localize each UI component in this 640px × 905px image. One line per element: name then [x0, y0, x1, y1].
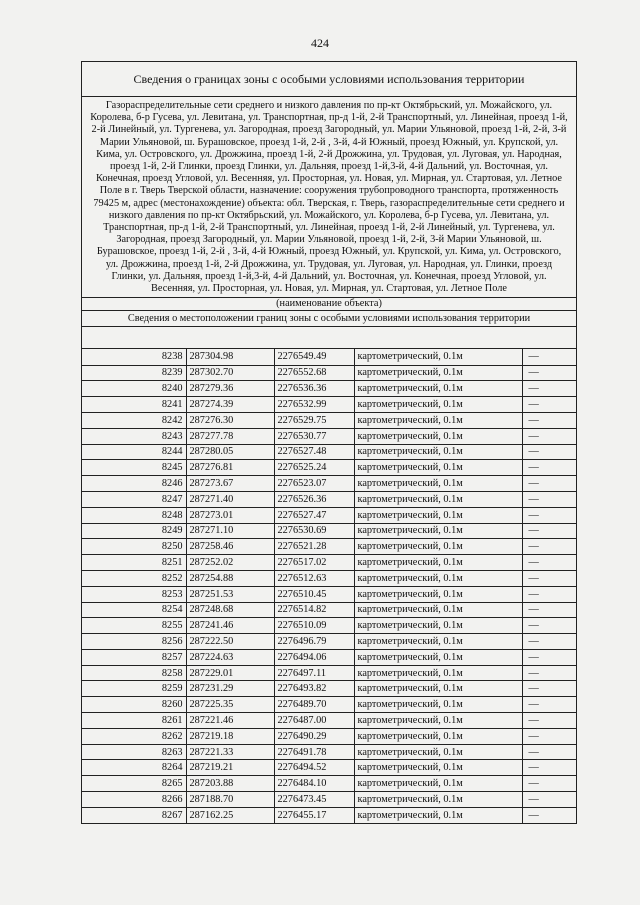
table-row: [82, 665, 576, 681]
y-coordinate-cell: 2276530.69: [274, 523, 354, 539]
x-coordinate-cell: 287276.81: [186, 460, 274, 476]
method-cell: картометрический, 0.1м: [354, 570, 522, 586]
description-cell: —: [522, 381, 576, 397]
description-cell: —: [522, 681, 576, 697]
description-cell: —: [522, 634, 576, 650]
y-coordinate-cell: 2276512.63: [274, 570, 354, 586]
x-coordinate-cell: 287231.29: [186, 681, 274, 697]
x-coordinate-cell: 287280.05: [186, 444, 274, 460]
method-cell: картометрический, 0.1м: [354, 649, 522, 665]
description-cell: —: [522, 713, 576, 729]
description-cell: —: [522, 665, 576, 681]
point-number-cell: 8260: [82, 697, 186, 713]
table-row: [82, 428, 576, 444]
point-number-cell: 8262: [82, 728, 186, 744]
object-description: Газораспределительные сети среднего и низкого давления по пр-кт Октябрьский, ул. Можайского, ул. Королева, б-р Гусева, ул. Левитана, ул. Транспортная, пр-д 1-й, 2-й Транспортный, ул. Линейная, проезд 1-й, 2-й Линейный, ул. Тургенева, ул. Загородная, проезд Загородный, ул. Марии Ульяновой, проезд 1-й, 2-й, 3-й Марии Ульяновой, ш. Бурашовское, проезд 1-й, 2-й , 3-й, 4-й Южный, проезд Южный, ул. Крупской, ул. Кима, ул. Островского, ул. Дрожжина, проезд 1-й, 2-й Дрожжина, ул. Трудовая, ул. Луговая, ул. Народная, проезд 1-й, 2-й Глинки, проезд Глинки, ул. Дальняя, проезд 1-й,3-й, 4-й Дальний, ул. Восточная, ул. Конечная, проезд Угловой, ул. Весенняя, ул. Просторная, ул. Новая, ул. Мирная, ул. Стартовая, ул. Летное Поле в г. Тверь Тверской области, назначение: сооружения трубопроводного транспорта, протяженность 79425 м, адрес (местонахождение) объекта: обл. Тверская, г. Тверь, газораспределительные сети среднего и низкого давления по пр-кт Октябрьский, ул. Можайского, ул. Королева, б-р Гусева, ул. Левитана, ул. Транспортная, пр-д 1-й, 2-й Транспортный, ул. Линейная, проезд 1-й, 2-й Линейный, ул. Тургенева, ул. Загородная, проезд Загородный, ул. Марии Ульяновой, проезд 1-й, 2-й, 3-й Марии Ульяновой, ш. Бурашовское, проезд 1-й, 2-й , 3-й, 4-й Южный, проезд Южный, ул. Крупской, ул. Кима, ул. Островского, ул. Дрожжина, проезд 1-й, 2-й Дрожжина, ул. Трудовая, ул. Луговая, ул. Народная, ул. Глинки, проезд Глинки, ул. Дальняя, проезд 1-й,3-й, 4-й Дальний, ул. Восточная, ул. Конечная, проезд Угловой, ул. Весенняя, ул. Просторная, ул. Новая, ул. Мирная, ул. Стартовая, ул. Летное Поле: [90, 100, 568, 295]
x-coordinate-cell: 287302.70: [186, 365, 274, 381]
y-coordinate-cell: 2276549.49: [274, 349, 354, 365]
x-coordinate-cell: 287221.33: [186, 744, 274, 760]
method-cell: картометрический, 0.1м: [354, 792, 522, 808]
y-coordinate-cell: 2276489.70: [274, 697, 354, 713]
method-cell: картометрический, 0.1м: [354, 365, 522, 381]
description-cell: —: [522, 491, 576, 507]
description-cell: —: [522, 412, 576, 428]
y-coordinate-cell: 2276517.02: [274, 555, 354, 571]
method-cell: картометрический, 0.1м: [354, 744, 522, 760]
y-coordinate-cell: 2276473.45: [274, 792, 354, 808]
x-coordinate-cell: 287219.21: [186, 760, 274, 776]
x-coordinate-cell: 287225.35: [186, 697, 274, 713]
point-number-cell: 8249: [82, 523, 186, 539]
method-cell: картометрический, 0.1м: [354, 697, 522, 713]
y-coordinate-cell: 2276552.68: [274, 365, 354, 381]
method-cell: картометрический, 0.1м: [354, 618, 522, 634]
table-row: [82, 618, 576, 634]
table-row: [82, 649, 576, 665]
table-row: [82, 523, 576, 539]
table-row: [82, 713, 576, 729]
description-cell: —: [522, 397, 576, 413]
point-number-cell: 8258: [82, 665, 186, 681]
x-coordinate-cell: 287229.01: [186, 665, 274, 681]
x-coordinate-cell: 287277.78: [186, 428, 274, 444]
point-number-cell: 8256: [82, 634, 186, 650]
y-coordinate-cell: 2276494.06: [274, 649, 354, 665]
point-number-cell: 8246: [82, 476, 186, 492]
description-cell: —: [522, 807, 576, 823]
x-coordinate-cell: 287222.50: [186, 634, 274, 650]
method-cell: картометрический, 0.1м: [354, 728, 522, 744]
description-cell: —: [522, 728, 576, 744]
y-coordinate-cell: 2276496.79: [274, 634, 354, 650]
x-coordinate-cell: 287188.70: [186, 792, 274, 808]
method-cell: картометрический, 0.1м: [354, 476, 522, 492]
point-number-cell: 8253: [82, 586, 186, 602]
method-cell: картометрический, 0.1м: [354, 381, 522, 397]
table-row: [82, 586, 576, 602]
x-coordinate-cell: 287252.02: [186, 555, 274, 571]
x-coordinate-cell: 287203.88: [186, 776, 274, 792]
point-number-cell: 8254: [82, 602, 186, 618]
page-number: 424: [311, 36, 329, 50]
x-coordinate-cell: 287304.98: [186, 349, 274, 365]
method-cell: картометрический, 0.1м: [354, 460, 522, 476]
x-coordinate-cell: 287221.46: [186, 713, 274, 729]
table-row: [82, 792, 576, 808]
point-number-cell: 8247: [82, 491, 186, 507]
x-coordinate-cell: 287276.30: [186, 412, 274, 428]
x-coordinate-cell: 287251.53: [186, 586, 274, 602]
description-cell: —: [522, 460, 576, 476]
x-coordinate-cell: 287224.63: [186, 649, 274, 665]
method-cell: картометрический, 0.1м: [354, 713, 522, 729]
method-cell: картометрический, 0.1м: [354, 491, 522, 507]
method-cell: картометрический, 0.1м: [354, 428, 522, 444]
description-cell: —: [522, 792, 576, 808]
point-number-cell: 8248: [82, 507, 186, 523]
x-coordinate-cell: 287273.01: [186, 507, 274, 523]
table-row: [82, 460, 576, 476]
table-row: [82, 634, 576, 650]
y-coordinate-cell: 2276493.82: [274, 681, 354, 697]
object-name-caption: (наименование объекта): [82, 297, 576, 311]
table-row: [82, 760, 576, 776]
table-row: [82, 697, 576, 713]
x-coordinate-cell: 287274.39: [186, 397, 274, 413]
point-number-cell: 8250: [82, 539, 186, 555]
y-coordinate-cell: 2276514.82: [274, 602, 354, 618]
description-cell: —: [522, 428, 576, 444]
point-number-cell: 8263: [82, 744, 186, 760]
table-row: [82, 807, 576, 823]
x-coordinate-cell: 287271.10: [186, 523, 274, 539]
description-cell: —: [522, 444, 576, 460]
description-cell: —: [522, 776, 576, 792]
table-row: [82, 744, 576, 760]
method-cell: картометрический, 0.1м: [354, 681, 522, 697]
method-cell: картометрический, 0.1м: [354, 555, 522, 571]
description-cell: —: [522, 523, 576, 539]
y-coordinate-cell: 2276525.24: [274, 460, 354, 476]
x-coordinate-cell: 287162.25: [186, 807, 274, 823]
y-coordinate-cell: 2276490.29: [274, 728, 354, 744]
coordinates-table: [82, 349, 576, 823]
method-cell: картометрический, 0.1м: [354, 634, 522, 650]
table-row: [82, 476, 576, 492]
table-row: [82, 555, 576, 571]
description-cell: —: [522, 602, 576, 618]
point-number-cell: 8239: [82, 365, 186, 381]
x-coordinate-cell: 287241.46: [186, 618, 274, 634]
form-title: Сведения о границах зоны с особыми условиями использования территории: [82, 62, 576, 97]
description-cell: —: [522, 365, 576, 381]
boundary-zone-form: [81, 61, 577, 824]
description-cell: —: [522, 349, 576, 365]
description-cell: —: [522, 618, 576, 634]
table-row: [82, 397, 576, 413]
y-coordinate-cell: 2276526.36: [274, 491, 354, 507]
y-coordinate-cell: 2276484.10: [274, 776, 354, 792]
method-cell: картометрический, 0.1м: [354, 539, 522, 555]
method-cell: картометрический, 0.1м: [354, 349, 522, 365]
method-cell: картометрический, 0.1м: [354, 665, 522, 681]
y-coordinate-cell: 2276523.07: [274, 476, 354, 492]
point-number-cell: 8243: [82, 428, 186, 444]
x-coordinate-cell: 287273.67: [186, 476, 274, 492]
point-number-cell: 8251: [82, 555, 186, 571]
method-cell: картометрический, 0.1м: [354, 586, 522, 602]
table-row: [82, 381, 576, 397]
y-coordinate-cell: 2276536.36: [274, 381, 354, 397]
point-number-cell: 8244: [82, 444, 186, 460]
method-cell: картометрический, 0.1м: [354, 397, 522, 413]
table-row: [82, 349, 576, 365]
description-cell: —: [522, 555, 576, 571]
table-row: [82, 491, 576, 507]
table-row: [82, 412, 576, 428]
table-row: [82, 365, 576, 381]
description-cell: —: [522, 744, 576, 760]
y-coordinate-cell: 2276494.52: [274, 760, 354, 776]
x-coordinate-cell: 287254.88: [186, 570, 274, 586]
x-coordinate-cell: 287271.40: [186, 491, 274, 507]
point-number-cell: 8257: [82, 649, 186, 665]
description-cell: —: [522, 476, 576, 492]
point-number-cell: 8241: [82, 397, 186, 413]
point-number-cell: 8245: [82, 460, 186, 476]
table-row: [82, 539, 576, 555]
table-row: [82, 444, 576, 460]
description-cell: —: [522, 697, 576, 713]
point-number-cell: 8267: [82, 807, 186, 823]
method-cell: картометрический, 0.1м: [354, 602, 522, 618]
point-number-cell: 8259: [82, 681, 186, 697]
table-row: [82, 776, 576, 792]
point-number-cell: 8252: [82, 570, 186, 586]
point-number-cell: 8265: [82, 776, 186, 792]
method-cell: картометрический, 0.1м: [354, 507, 522, 523]
point-number-cell: 8240: [82, 381, 186, 397]
description-cell: —: [522, 649, 576, 665]
method-cell: картометрический, 0.1м: [354, 760, 522, 776]
method-cell: картометрический, 0.1м: [354, 444, 522, 460]
y-coordinate-cell: 2276521.28: [274, 539, 354, 555]
y-coordinate-cell: 2276510.09: [274, 618, 354, 634]
y-coordinate-cell: 2276527.48: [274, 444, 354, 460]
description-cell: —: [522, 507, 576, 523]
y-coordinate-cell: 2276527.47: [274, 507, 354, 523]
method-cell: картометрический, 0.1м: [354, 807, 522, 823]
method-cell: картометрический, 0.1м: [354, 776, 522, 792]
y-coordinate-cell: 2276455.17: [274, 807, 354, 823]
x-coordinate-cell: 287279.36: [186, 381, 274, 397]
table-header-spacer: [82, 327, 576, 349]
description-cell: —: [522, 570, 576, 586]
y-coordinate-cell: 2276530.77: [274, 428, 354, 444]
x-coordinate-cell: 287258.46: [186, 539, 274, 555]
table-row: [82, 728, 576, 744]
table-row: [82, 602, 576, 618]
table-row: [82, 570, 576, 586]
y-coordinate-cell: 2276487.00: [274, 713, 354, 729]
y-coordinate-cell: 2276532.99: [274, 397, 354, 413]
point-number-cell: 8255: [82, 618, 186, 634]
description-cell: —: [522, 586, 576, 602]
location-header: Сведения о местоположении границ зоны с особыми условиями использования территории: [82, 311, 576, 327]
point-number-cell: 8238: [82, 349, 186, 365]
table-row: [82, 507, 576, 523]
method-cell: картометрический, 0.1м: [354, 523, 522, 539]
y-coordinate-cell: 2276497.11: [274, 665, 354, 681]
x-coordinate-cell: 287248.68: [186, 602, 274, 618]
point-number-cell: 8261: [82, 713, 186, 729]
x-coordinate-cell: 287219.18: [186, 728, 274, 744]
coordinates-table-body: [82, 349, 576, 823]
y-coordinate-cell: 2276510.45: [274, 586, 354, 602]
method-cell: картометрический, 0.1м: [354, 412, 522, 428]
point-number-cell: 8242: [82, 412, 186, 428]
point-number-cell: 8264: [82, 760, 186, 776]
y-coordinate-cell: 2276529.75: [274, 412, 354, 428]
description-cell: —: [522, 760, 576, 776]
point-number-cell: 8266: [82, 792, 186, 808]
table-row: [82, 681, 576, 697]
y-coordinate-cell: 2276491.78: [274, 744, 354, 760]
description-cell: —: [522, 539, 576, 555]
